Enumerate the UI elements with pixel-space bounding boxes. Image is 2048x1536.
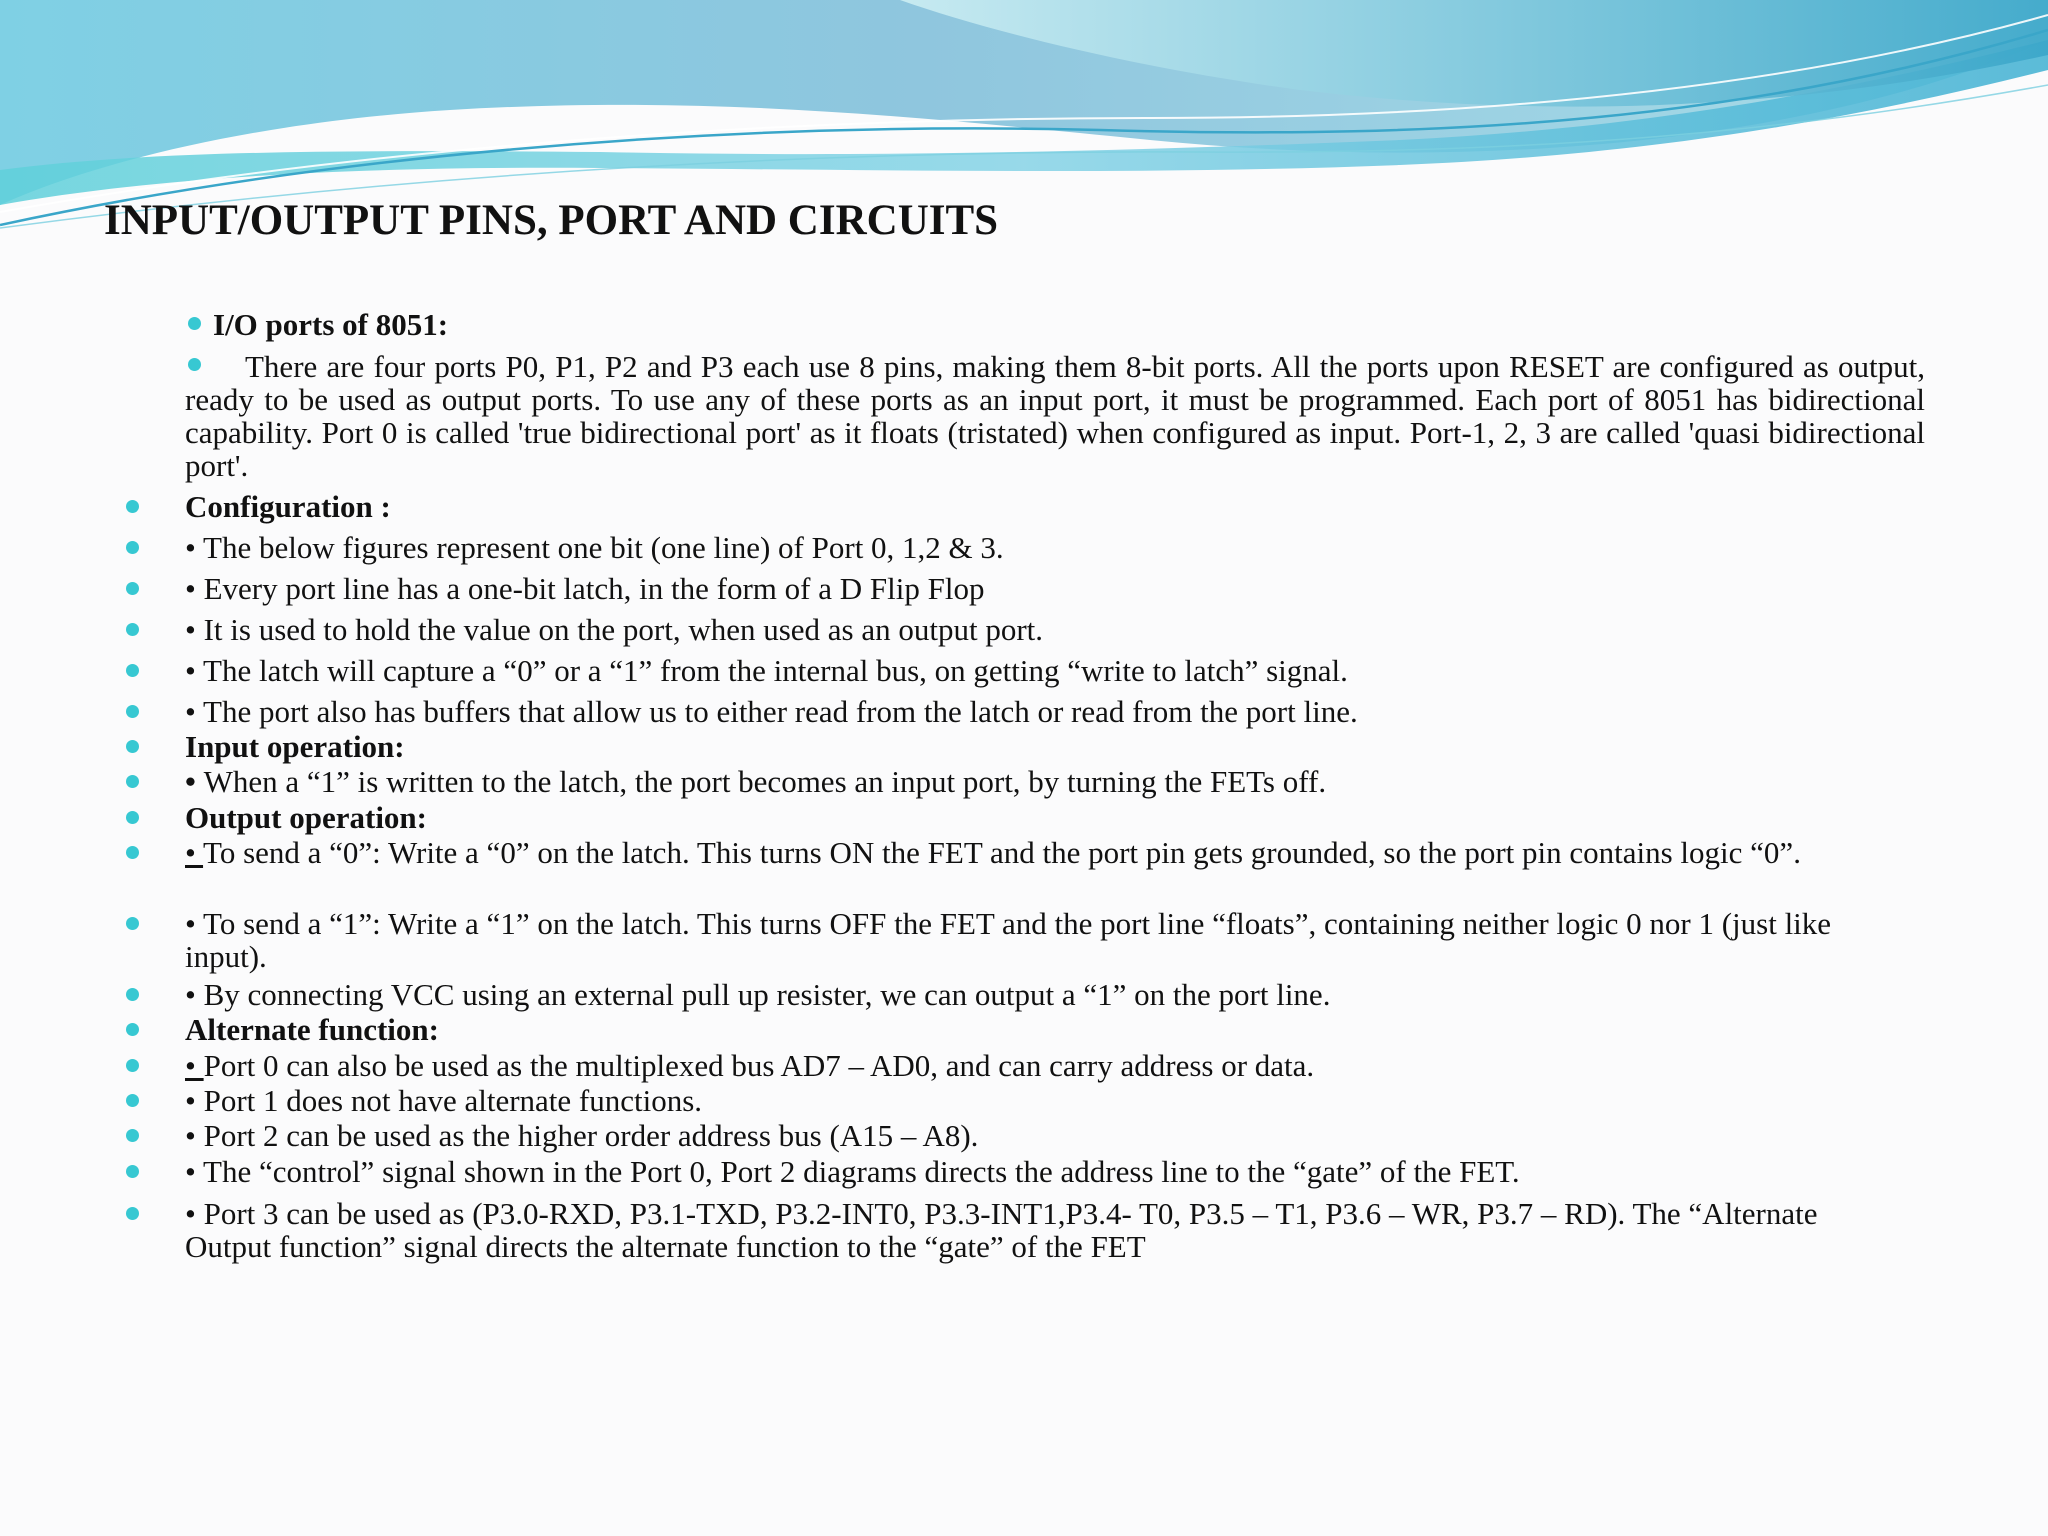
list-item: • It is used to hold the value on the port, when used as an output port. bbox=[185, 612, 1044, 647]
list-item-alternate-function-heading: Alternate function: bbox=[185, 1012, 439, 1047]
list-item-configuration-heading: Configuration : bbox=[185, 489, 391, 524]
list-item: • To send a “0”: Write a “0” on the latch. This turns ON the FET and the port pin gets grounded, so the port pin contains logic “0”. bbox=[185, 835, 1801, 870]
bullet-icon bbox=[126, 1207, 139, 1220]
bullet-icon bbox=[126, 1059, 139, 1072]
bullet-icon bbox=[126, 623, 139, 636]
list-item: • Port 0 can also be used as the multiplexed bus AD7 – AD0, and can carry address or data. bbox=[185, 1048, 1315, 1083]
list-item: • Port 1 does not have alternate functions. bbox=[185, 1083, 703, 1118]
list-item: • The latch will capture a “0” or a “1” from the internal bus, on getting “write to latch” signal. bbox=[185, 653, 1348, 688]
bullet-icon bbox=[126, 1129, 139, 1142]
bullet-icon bbox=[126, 917, 139, 930]
bullet-icon bbox=[126, 500, 139, 513]
list-item: • When a “1” is written to the latch, the port becomes an input port, by turning the FETs off. bbox=[185, 764, 1327, 799]
list-item: • To send a “1”: Write a “1” on the latch. This turns OFF the FET and the port line “floats”, containing neither logic 0 nor 1 (just like input). bbox=[185, 906, 1832, 974]
list-item-ports-description: There are four ports P0, P1, P2 and P3 each use 8 pins, making them 8-bit ports. All the ports upon RESET are configured as output, ready to be used as output ports. To use any of these ports as an input port, it must be programmed. Each port of 8051 has bidirectional capability. Port 0 is called 'true bidirectional port' as it floats (tristated) when configured as input. Port-1, 2, 3 are called 'quasi bidirectional port'. bbox=[185, 349, 1925, 483]
bullet-icon bbox=[126, 740, 139, 753]
bullet-icon bbox=[188, 317, 201, 330]
bullet-icon bbox=[126, 988, 139, 1001]
bullet-icon bbox=[126, 811, 139, 824]
bullet-icon bbox=[126, 1094, 139, 1107]
list-item-input-operation-heading: Input operation: bbox=[185, 729, 405, 764]
bullet-icon bbox=[126, 705, 139, 718]
bullet-icon bbox=[126, 775, 139, 788]
bullet-icon bbox=[126, 1023, 139, 1036]
list-item: • Port 3 can be used as (P3.0-RXD, P3.1-TXD, P3.2-INT0, P3.3-INT1,P3.4- T0, P3.5 – T1, P3.6 – WR, P3.7 – RD). The “Alternate Output function” signal directs the alternate function to the “gate” of the FET bbox=[185, 1196, 1818, 1264]
list-item: • The below figures represent one bit (one line) of Port 0, 1,2 & 3. bbox=[185, 530, 1004, 565]
list-item: • Every port line has a one-bit latch, in the form of a D Flip Flop bbox=[185, 571, 985, 606]
bullet-icon bbox=[126, 664, 139, 677]
slide-title: INPUT/OUTPUT PINS, PORT AND CIRCUITS bbox=[104, 197, 999, 244]
bullet-icon bbox=[126, 541, 139, 554]
list-item-output-operation-heading: Output operation: bbox=[185, 800, 427, 835]
list-item-io-ports-heading: I/O ports of 8051: bbox=[213, 307, 449, 342]
list-item: • The port also has buffers that allow us to either read from the latch or read from the port line. bbox=[185, 694, 1358, 729]
bullet-icon bbox=[126, 846, 139, 859]
list-item: • The “control” signal shown in the Port 0, Port 2 diagrams directs the address line to the “gate” of the FET. bbox=[185, 1154, 1520, 1189]
list-item: • Port 2 can be used as the higher order address bus (A15 – A8). bbox=[185, 1118, 979, 1153]
bullet-icon bbox=[126, 1165, 139, 1178]
bullet-icon bbox=[126, 582, 139, 595]
list-item: • By connecting VCC using an external pull up resister, we can output a “1” on the port line. bbox=[185, 977, 1331, 1012]
